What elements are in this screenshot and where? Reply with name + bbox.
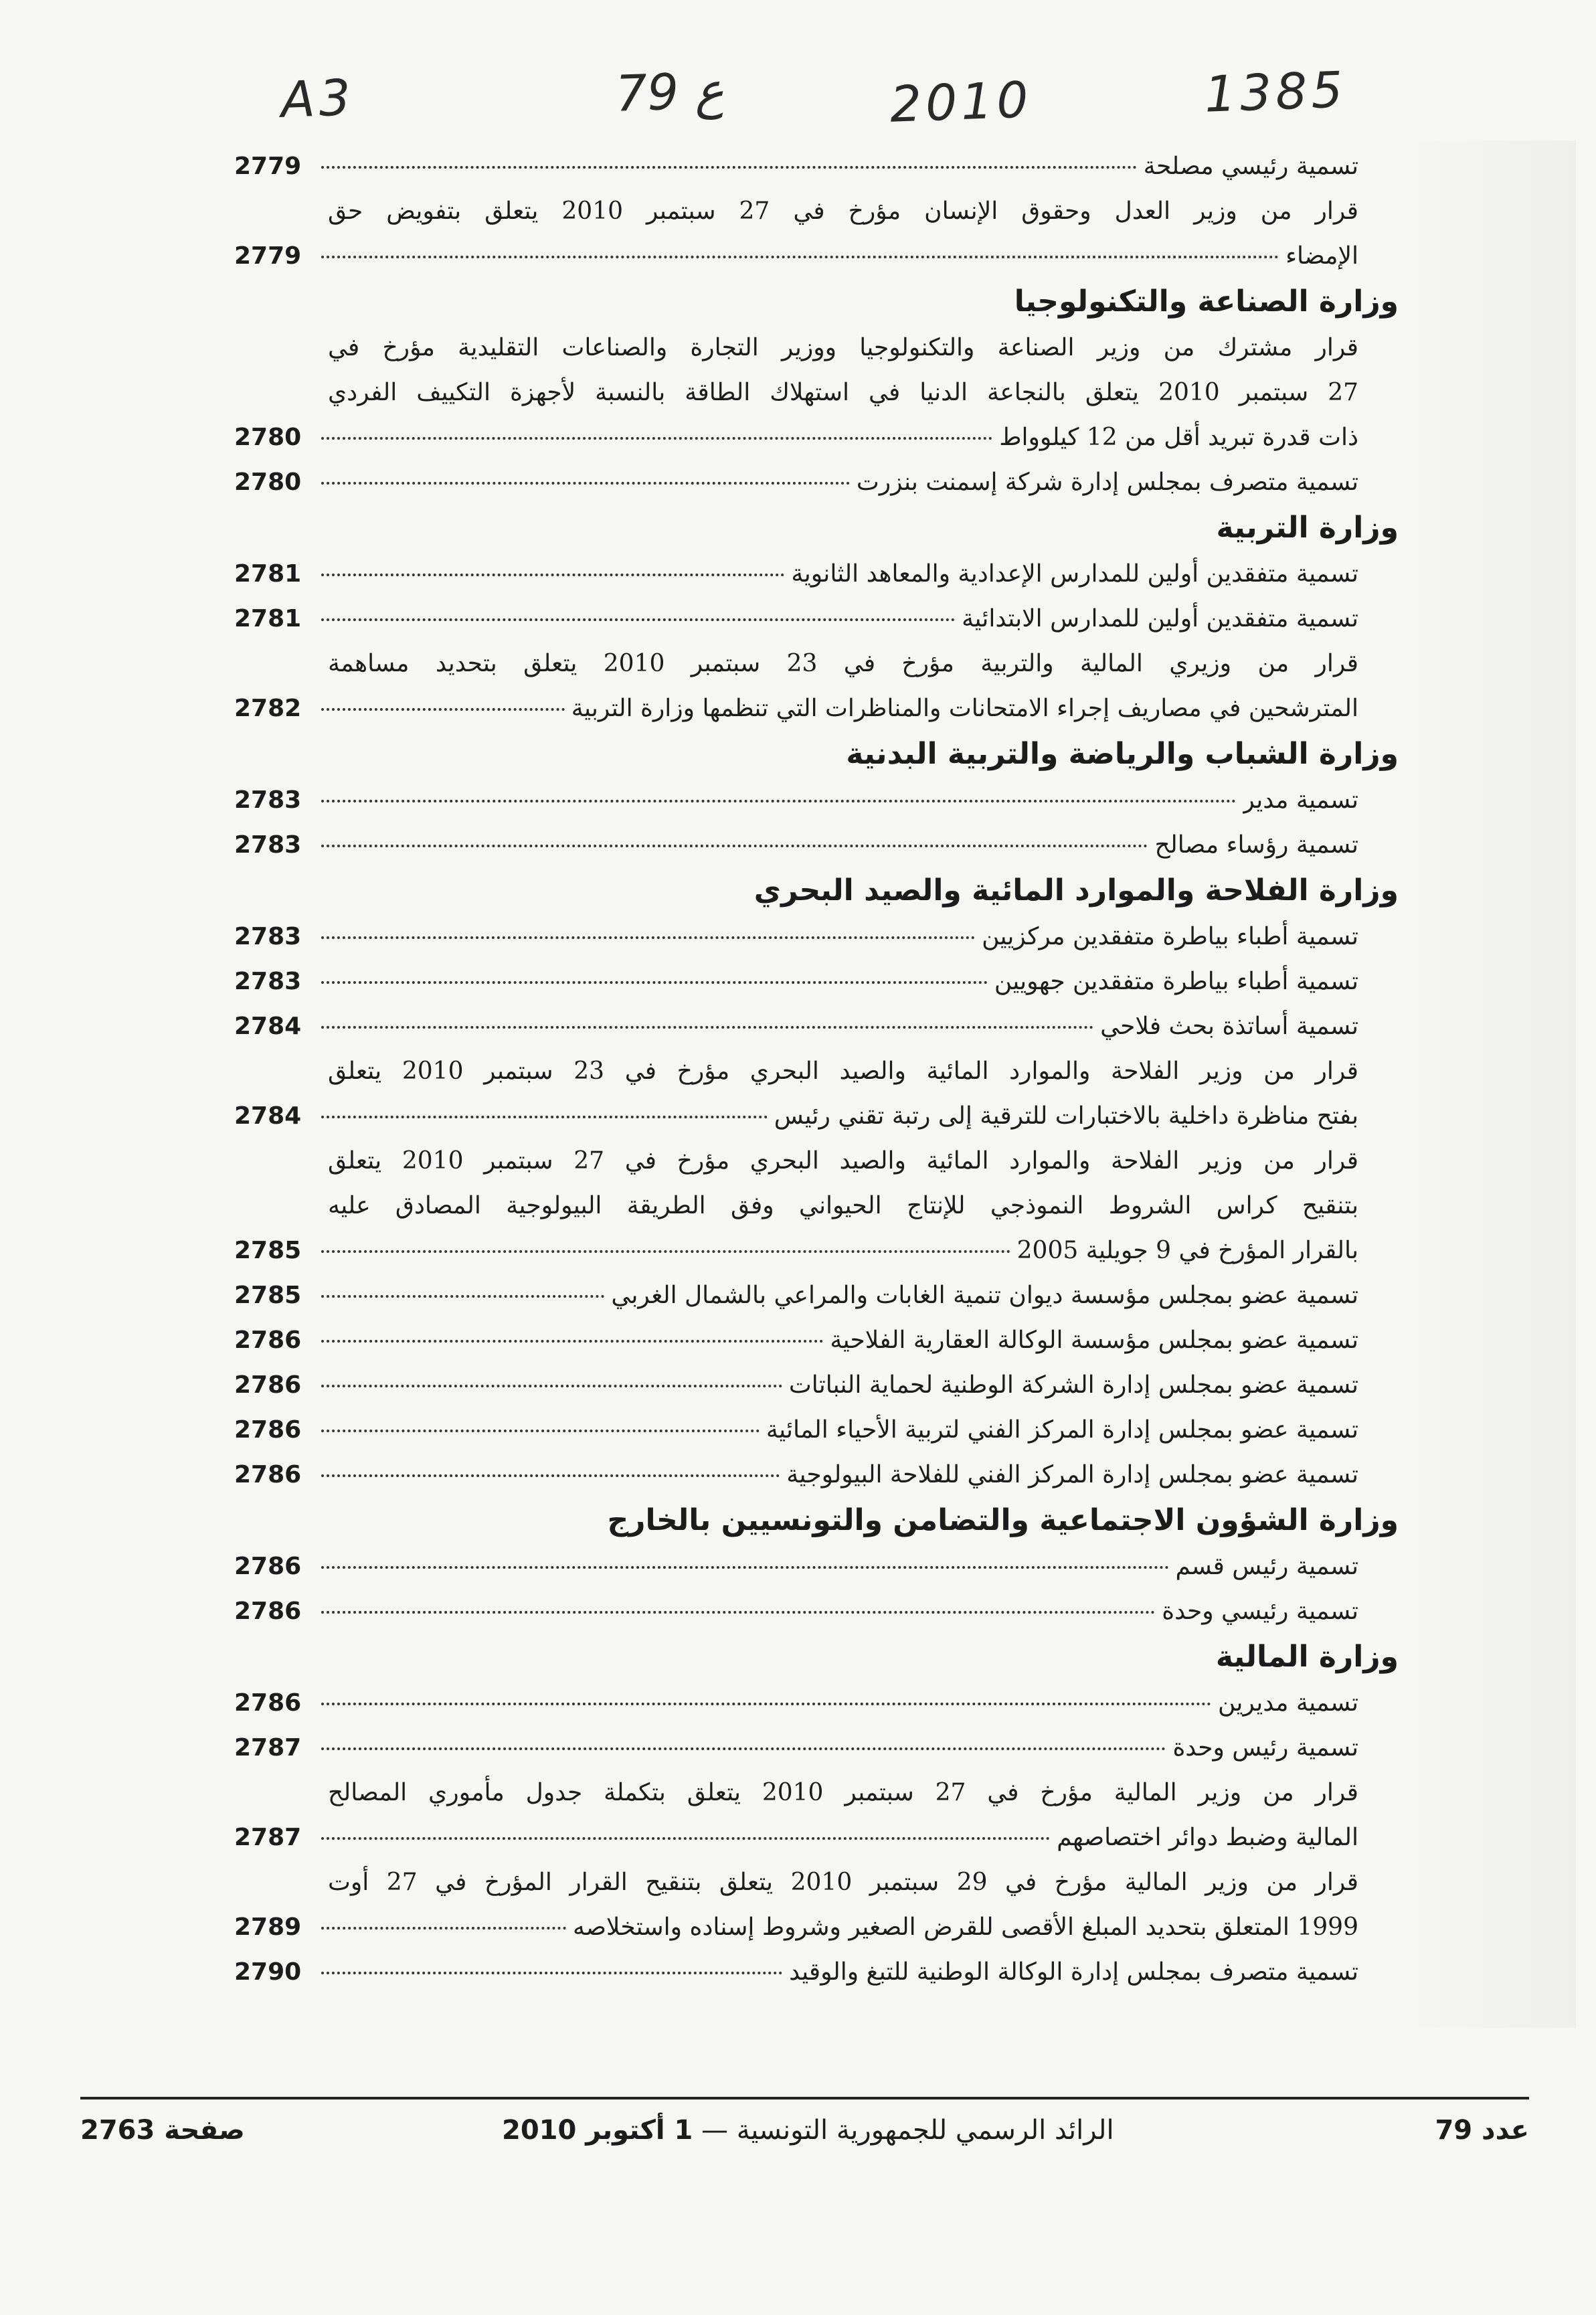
footer-issue-number: عدد 79 — [1435, 2115, 1529, 2146]
toc-entry-last-line — [234, 1905, 1358, 1950]
ministry-heading: وزارة الصناعة والتكنولوجيا — [1014, 284, 1399, 319]
toc-page-number[interactable]: 2790 — [234, 1958, 302, 1986]
toc-entry[interactable] — [234, 144, 1358, 189]
toc-entry-title: تسمية أطباء بياطرة متفقدين جهويين — [994, 968, 1358, 995]
toc-entry[interactable] — [234, 641, 1358, 731]
toc-entry[interactable] — [234, 189, 1358, 278]
dot-leader — [321, 1026, 1093, 1029]
toc-entry[interactable] — [234, 551, 1358, 596]
toc-entry-last-line — [234, 1681, 1358, 1725]
toc-entry-title: تسمية رئيس وحدة — [1172, 1734, 1358, 1762]
toc-entry-title: تسمية رئيسي وحدة — [1162, 1598, 1358, 1625]
toc-entry-title: تسمية رئيسي مصلحة — [1143, 153, 1358, 180]
footer-page-number: صفحة 2763 — [80, 2115, 245, 2146]
toc-entry[interactable] — [234, 1950, 1358, 1994]
toc-entry-title: المالية وضبط دوائر اختصاصهم — [1057, 1824, 1358, 1851]
toc-page-number[interactable]: 2784 — [234, 1013, 302, 1040]
toc-entry[interactable] — [234, 1318, 1358, 1363]
dot-leader — [321, 1295, 604, 1298]
toc-entry-last-line — [234, 1544, 1358, 1589]
dot-leader — [321, 256, 1279, 258]
toc-page-number[interactable]: 2786 — [234, 1461, 302, 1488]
toc-entry-text-line: بتنقيح كراس الشروط النموذجي للإنتاج الحيواني وفق الطريقة البيولوجية المصادق عليه — [328, 1192, 1358, 1219]
footer-divider — [80, 2097, 1529, 2099]
dot-leader — [321, 1474, 780, 1477]
toc-entry-title: تسمية رئيس قسم — [1175, 1553, 1358, 1580]
toc-page-number[interactable]: 2783 — [234, 923, 302, 950]
toc-entry-last-line — [234, 914, 1358, 959]
dot-leader — [321, 1747, 1166, 1750]
toc-entry[interactable] — [234, 1725, 1358, 1770]
dot-leader — [321, 574, 784, 576]
toc-entry-last-line — [234, 234, 1358, 278]
toc-entry-title: 1999 المتعلق بتحديد المبلغ الأقصى للقرض الصغير وشروط إسناده واستخلاصه — [573, 1913, 1358, 1941]
toc-page-number[interactable]: 2783 — [234, 968, 302, 995]
toc-entry-text-line: قرار من وزير المالية مؤرخ في 27 سبتمبر 2010 يتعلق بتكملة جدول مأموري المصالح — [328, 1779, 1358, 1806]
toc-page-number[interactable]: 2787 — [234, 1734, 302, 1762]
toc-entry-last-line — [234, 1725, 1358, 1770]
toc-entry-last-line — [234, 959, 1358, 1004]
toc-page-number[interactable]: 2786 — [234, 1689, 302, 1717]
dot-leader — [321, 936, 975, 939]
toc-page-number[interactable]: 2779 — [234, 242, 302, 270]
toc-entry-last-line — [234, 1950, 1358, 1994]
ministry-heading: وزارة الشباب والرياضة والتربية البدنية — [846, 737, 1399, 771]
toc-entry[interactable] — [234, 1860, 1358, 1950]
dot-leader — [321, 1972, 782, 1974]
toc-page-number[interactable]: 2786 — [234, 1371, 302, 1399]
toc-page-number[interactable]: 2780 — [234, 468, 302, 496]
toc-page-number[interactable]: 2786 — [234, 1416, 302, 1444]
ministry-heading: وزارة الفلاحة والموارد المائية والصيد البحري — [753, 873, 1399, 908]
toc-entry-title: بالقرار المؤرخ في 9 جويلية 2005 — [1016, 1237, 1358, 1264]
dot-leader — [321, 1385, 782, 1387]
dot-leader — [321, 800, 1236, 802]
toc-entry-title: بفتح مناظرة داخلية بالاختبارات للترقية إلى رتبة تقني رئيس — [774, 1102, 1358, 1130]
dot-leader — [321, 437, 992, 440]
toc-entry-last-line — [234, 686, 1358, 731]
ministry-heading: وزارة المالية — [1215, 1640, 1399, 1674]
toc-entry[interactable] — [234, 1138, 1358, 1273]
toc-page-number[interactable]: 2780 — [234, 424, 302, 451]
dot-leader — [321, 1250, 1010, 1253]
dot-leader — [321, 1837, 1050, 1840]
dot-leader — [321, 845, 1148, 847]
toc-entry-title: ذات قدرة تبريد أقل من 12 كيلوواط — [999, 424, 1358, 451]
dot-leader — [321, 1703, 1211, 1705]
toc-entry-title: تسمية متفقدين أولين للمدارس الإعدادية والمعاهد الثانوية — [791, 560, 1358, 588]
toc-page-number[interactable]: 2783 — [234, 831, 302, 859]
dot-leader — [321, 1430, 760, 1432]
toc-entry-last-line — [234, 1452, 1358, 1497]
toc-page-number[interactable]: 2787 — [234, 1824, 302, 1851]
annotation-issue: 79 ع — [614, 62, 725, 123]
toc-entry[interactable] — [234, 596, 1358, 641]
toc-entry-last-line — [234, 1589, 1358, 1634]
toc-entry-last-line — [234, 1363, 1358, 1407]
toc-entry-last-line — [234, 415, 1358, 460]
annotation-hijri-year: 1385 — [1203, 61, 1348, 124]
toc-entry[interactable] — [234, 1273, 1358, 1318]
page-footer — [80, 2108, 1529, 2162]
toc-entry-text-line: 27 سبتمبر 2010 يتعلق بالنجاعة الدنيا في استهلاك الطاقة بالنسبة لأجهزة التكييف الفردي — [328, 379, 1358, 406]
toc-entry-title: تسمية مديرين — [1217, 1689, 1358, 1717]
toc-entry-title: تسمية أساتذة بحث فلاحي — [1100, 1013, 1358, 1040]
dot-leader — [321, 618, 955, 621]
dot-leader — [321, 1611, 1155, 1614]
toc-entry-last-line — [234, 1318, 1358, 1363]
dot-leader — [321, 1116, 768, 1118]
toc-page-number[interactable]: 2783 — [234, 786, 302, 814]
toc-entry[interactable] — [234, 1004, 1358, 1049]
toc-page-number[interactable]: 2789 — [234, 1913, 302, 1941]
footer-gazette-title — [502, 2115, 1114, 2146]
toc-entry-title: تسمية عضو بمجلس إدارة الشركة الوطنية لحماية النباتات — [788, 1371, 1358, 1399]
toc-page-number[interactable]: 2785 — [234, 1237, 302, 1264]
toc-entry-title: تسمية متصرف بمجلس إدارة الوكالة الوطنية للتبغ والوقيد — [789, 1958, 1358, 1986]
footer-issue-date: 1 أكتوبر 2010 — [502, 2115, 693, 2146]
toc-entry-text-line: قرار من وزير الفلاحة والموارد المائية والصيد البحري مؤرخ في 23 سبتمبر 2010 يتعلق — [328, 1057, 1358, 1085]
toc-entry-last-line — [234, 1094, 1358, 1138]
toc-page-number[interactable]: 2781 — [234, 605, 302, 632]
toc-page-number[interactable]: 2784 — [234, 1102, 302, 1130]
toc-entry-title: تسمية عضو بمجلس إدارة المركز الفني للفلاحة البيولوجية — [786, 1461, 1358, 1488]
toc-entry-text-line: قرار من وزير الفلاحة والموارد المائية والصيد البحري مؤرخ في 27 سبتمبر 2010 يتعلق — [328, 1147, 1358, 1175]
footer-gazette-name: الرائد الرسمي للجمهورية التونسية — — [701, 2115, 1114, 2146]
dot-leader — [321, 166, 1137, 169]
toc-entry-title: تسمية عضو بمجلس مؤسسة ديوان تنمية الغابات والمراعي بالشمال الغربي — [611, 1282, 1358, 1309]
dot-leader — [321, 981, 988, 984]
ministry-heading: وزارة الشؤون الاجتماعية والتضامن والتونسيين بالخارج — [607, 1503, 1399, 1537]
toc-entry-last-line — [234, 596, 1358, 641]
toc-entry-text-line: قرار من وزيري المالية والتربية مؤرخ في 23 سبتمبر 2010 يتعلق بتحديد مساهمة — [328, 650, 1358, 677]
toc-page-number[interactable]: 2779 — [234, 153, 302, 180]
toc-entry-title: تسمية عضو بمجلس مؤسسة الوكالة العقارية الفلاحية — [830, 1326, 1358, 1354]
toc-page-number[interactable]: 2786 — [234, 1553, 302, 1580]
toc-entry-title: تسمية متفقدين أولين للمدارس الابتدائية — [962, 605, 1358, 632]
toc-entry-title: تسمية متصرف بمجلس إدارة شركة إسمنت بنزرت — [856, 468, 1358, 496]
toc-entry[interactable] — [234, 1544, 1358, 1589]
toc-entry-text-line: قرار من وزير العدل وحقوق الإنسان مؤرخ في 27 سبتمبر 2010 يتعلق بتفويض حق — [328, 197, 1358, 225]
toc-entry-last-line — [234, 823, 1358, 867]
dot-leader — [321, 708, 565, 711]
toc-entry[interactable] — [234, 1770, 1358, 1860]
handwritten-annotations — [254, 61, 1352, 157]
annotation-volume: A3 — [280, 69, 356, 129]
toc-entry[interactable] — [234, 1452, 1358, 1497]
scan-bleed-through — [1402, 141, 1576, 2028]
toc-entry[interactable] — [234, 325, 1358, 460]
toc-entry-last-line — [234, 551, 1358, 596]
toc-entry-last-line — [234, 1228, 1358, 1273]
toc-entry-last-line — [234, 1004, 1358, 1049]
dot-leader — [321, 482, 850, 485]
toc-entry-title: تسمية رؤساء مصالح — [1154, 831, 1358, 859]
dot-leader — [321, 1340, 823, 1343]
toc-entry-last-line — [234, 1273, 1358, 1318]
dot-leader — [321, 1927, 566, 1930]
toc-page-number[interactable]: 2786 — [234, 1598, 302, 1625]
toc-entry-last-line — [234, 1815, 1358, 1860]
toc-entry-title: المترشحين في مصاريف إجراء الامتحانات والمناظرات التي تنظمها وزارة التربية — [571, 695, 1358, 722]
toc-entry[interactable] — [234, 1589, 1358, 1634]
toc-entry[interactable] — [234, 778, 1358, 823]
toc-page-number[interactable]: 2782 — [234, 695, 302, 722]
toc-entry-text-line: قرار مشترك من وزير الصناعة والتكنولوجيا ووزير التجارة والصناعات التقليدية مؤرخ في — [328, 334, 1358, 361]
toc-entry-last-line — [234, 144, 1358, 189]
toc-page-number[interactable]: 2786 — [234, 1326, 302, 1354]
toc-entry[interactable] — [234, 460, 1358, 505]
toc-entry-title: تسمية عضو بمجلس إدارة المركز الفني لتربية الأحياء المائية — [766, 1416, 1358, 1444]
dot-leader — [321, 1566, 1169, 1569]
toc-entry-title: الإمضاء — [1285, 242, 1358, 270]
toc-page-number[interactable]: 2781 — [234, 560, 302, 588]
toc-entry-title: تسمية أطباء بياطرة متفقدين مركزيين — [982, 923, 1358, 950]
toc-entry[interactable] — [234, 914, 1358, 959]
toc-entry-title: تسمية مدير — [1243, 786, 1358, 814]
ministry-heading: وزارة التربية — [1216, 511, 1399, 545]
toc-entry-last-line — [234, 1407, 1358, 1452]
table-of-contents — [234, 144, 1399, 1994]
toc-entry[interactable] — [234, 1681, 1358, 1725]
toc-entry[interactable] — [234, 1407, 1358, 1452]
toc-entry[interactable] — [234, 959, 1358, 1004]
toc-entry-text-line: قرار من وزير المالية مؤرخ في 29 سبتمبر 2010 يتعلق بتنقيح القرار المؤرخ في 27 أوت — [328, 1869, 1359, 1896]
toc-entry-last-line — [234, 778, 1358, 823]
toc-entry[interactable] — [234, 1363, 1358, 1407]
toc-entry[interactable] — [234, 1049, 1358, 1138]
toc-entry[interactable] — [234, 823, 1358, 867]
toc-entry-last-line — [234, 460, 1358, 505]
annotation-year: 2010 — [889, 71, 1033, 134]
toc-page-number[interactable]: 2785 — [234, 1282, 302, 1309]
